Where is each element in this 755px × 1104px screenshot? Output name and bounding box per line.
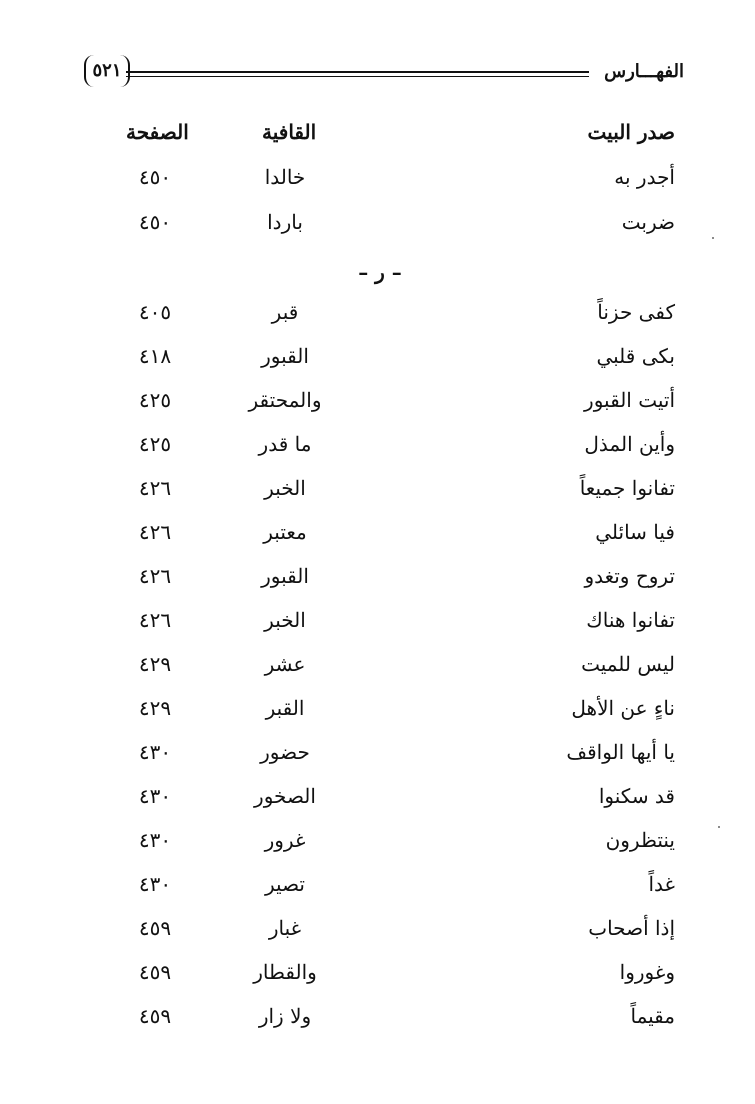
index-row (0, 652, 755, 692)
verse-start: تفانوا هناك (586, 608, 675, 632)
verse-start: مقيماً (630, 1004, 675, 1028)
rhyme-word: حضور (260, 740, 310, 764)
index-row (0, 165, 755, 205)
page-ref: ٤٢٦ (138, 476, 172, 500)
scan-speck (718, 826, 720, 828)
page-ref: ٤٢٩ (138, 652, 172, 676)
verse-start: ناءٍ عن الأهل (571, 696, 675, 720)
rhyme-word: والمحتقر (248, 388, 322, 412)
column-header-rhyme: القافية (262, 120, 317, 144)
header-rule (126, 71, 589, 73)
page-ref: ٤١٨ (138, 344, 172, 368)
index-row (0, 388, 755, 428)
column-header-page: الصفحة (126, 120, 189, 144)
index-row (0, 1004, 755, 1044)
verse-start: أتيت القبور (584, 388, 675, 412)
verse-start: كفى حزناً (597, 300, 675, 324)
page-ref: ٤٣٠ (138, 784, 172, 808)
index-row (0, 608, 755, 648)
rhyme-word: عشر (264, 652, 306, 676)
page-ref: ٤٥٠ (138, 165, 172, 189)
rhyme-word: غبار (268, 916, 302, 940)
verse-start: وغوروا (619, 960, 675, 984)
rhyme-word: باردا (267, 210, 303, 234)
page-ref: ٤٢٥ (138, 388, 172, 412)
page-header (78, 55, 684, 95)
index-row (0, 696, 755, 736)
page-ref: ٤٥٩ (138, 1004, 172, 1028)
verse-start: وأين المذل (584, 432, 675, 456)
rhyme-word: غرور (264, 828, 306, 852)
page-ref: ٤٥٩ (138, 916, 172, 940)
index-row (0, 432, 755, 472)
page-ref: ٤٢٦ (138, 564, 172, 588)
verse-start: ليس للميت (581, 652, 675, 676)
index-row (0, 872, 755, 912)
verse-start: ينتظرون (605, 828, 675, 852)
rhyme-word: معتبر (263, 520, 307, 544)
page-ref: ٤٢٥ (138, 432, 172, 456)
rhyme-word: الخبر (264, 476, 306, 500)
index-row (0, 740, 755, 780)
letter-divider: – ر – (358, 260, 402, 284)
page-ref: ٤٣٠ (138, 828, 172, 852)
verse-start: يا أيها الواقف (566, 740, 675, 764)
rhyme-word: ولا زار (258, 1004, 312, 1028)
index-row (0, 784, 755, 824)
index-row (0, 520, 755, 560)
rhyme-word: القبر (265, 696, 305, 720)
rhyme-word: والقطار (253, 960, 317, 984)
page-ref: ٤٣٠ (138, 872, 172, 896)
verse-start: ضربت (621, 210, 675, 234)
verse-start: أجدر به (614, 165, 675, 189)
page-ref: ٤٢٦ (138, 520, 172, 544)
index-row (0, 344, 755, 384)
index-row (0, 476, 755, 516)
page-ref: ٤٠٥ (138, 300, 172, 324)
rhyme-word: قبر (271, 300, 299, 324)
page-ref: ٤٢٩ (138, 696, 172, 720)
rhyme-word: القبور (261, 564, 309, 588)
verse-start: قد سكنوا (598, 784, 675, 808)
verse-start: غداً (648, 872, 675, 896)
verse-start: تفانوا جميعاً (579, 476, 675, 500)
index-row (0, 960, 755, 1000)
verse-start: بكى قلبي (596, 344, 675, 368)
verse-start: فيا سائلي (595, 520, 675, 544)
rhyme-word: خالدا (264, 165, 306, 189)
index-row (0, 210, 755, 250)
page-ref: ٤٣٠ (138, 740, 172, 764)
section-title: الفهـــارس (604, 61, 684, 82)
page-ref: ٤٢٦ (138, 608, 172, 632)
page-ref: ٤٥٠ (138, 210, 172, 234)
header-rule-thin (126, 76, 589, 77)
page-ref: ٤٥٩ (138, 960, 172, 984)
verse-start: إذا أصحاب (588, 916, 675, 940)
rhyme-word: تصير (265, 872, 305, 896)
index-row (0, 300, 755, 340)
column-header-verse: صدر البيت (587, 120, 675, 144)
scan-speck (712, 237, 714, 239)
page-number: ٥٢١ (84, 55, 130, 87)
verse-start: تروح وتغدو (584, 564, 675, 588)
rhyme-word: الخبر (264, 608, 306, 632)
index-row (0, 564, 755, 604)
rhyme-word: ما قدر (258, 432, 312, 456)
rhyme-word: القبور (261, 344, 309, 368)
rhyme-word: الصخور (254, 784, 316, 808)
index-row (0, 828, 755, 868)
index-row (0, 916, 755, 956)
